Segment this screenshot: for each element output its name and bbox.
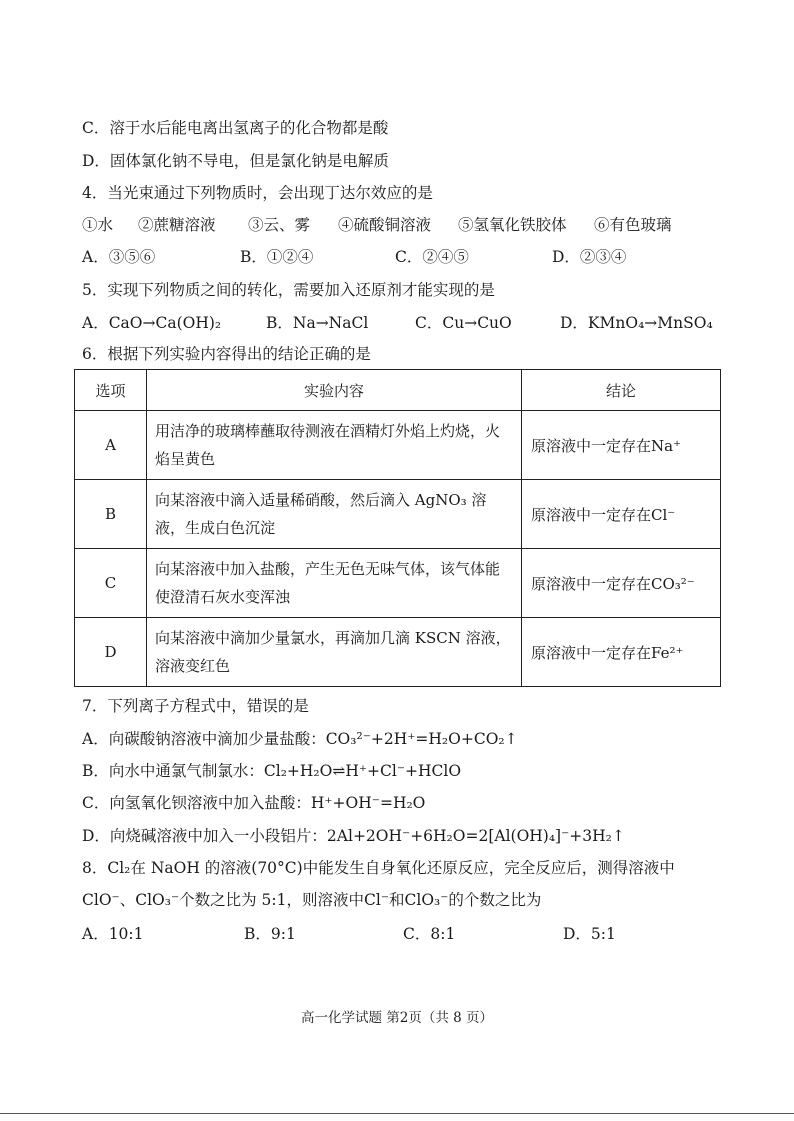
row-option: B — [75, 480, 147, 549]
header-option: 选项 — [75, 370, 147, 411]
q3-option-d: D．固体氯化钠不导电，但是氯化钠是电解质 — [82, 152, 389, 170]
row-content: 向某溶液中滴加少量氯水，再滴加几滴 KSCN 溶液，溶液变红色 — [147, 618, 522, 687]
table-row — [75, 480, 721, 549]
q4-item: ③云、雾 — [248, 216, 311, 234]
q4-item: ⑤氢氧化铁胶体 — [458, 216, 567, 234]
q7-stem: 7．下列离子方程式中，错误的是 — [82, 697, 309, 715]
q5-option: D．KMnO₄→MnSO₄ — [560, 314, 713, 332]
row-conclusion: 原溶液中一定存在Na⁺ — [522, 411, 721, 480]
table-row — [75, 549, 721, 618]
row-content: 向某溶液中加入盐酸，产生无色无味气体，该气体能使澄清石灰水变浑浊 — [147, 549, 522, 618]
q4-item: ②蔗糖溶液 — [138, 216, 216, 234]
q8-stem-line1: 8．Cl₂在 NaOH 的溶液(70°C)中能发生自身氧化还原反应，完全反应后，测得溶液中 — [82, 859, 675, 877]
table-row — [75, 618, 721, 687]
q5-option: B．Na→NaCl — [266, 314, 369, 332]
q5-option: A．CaO→Ca(OH)₂ — [82, 314, 222, 332]
q7-option-c: C．向氢氧化钡溶液中加入盐酸：H⁺+OH⁻=H₂O — [82, 794, 426, 812]
row-conclusion: 原溶液中一定存在Cl⁻ — [522, 480, 721, 549]
row-option: C — [75, 549, 147, 618]
q8-option: B．9:1 — [244, 925, 296, 943]
q4-item: ①水 — [82, 216, 114, 234]
row-content: 用洁净的玻璃棒蘸取待测液在酒精灯外焰上灼烧，火焰呈黄色 — [147, 411, 522, 480]
q6-stem: 6．根据下列实验内容得出的结论正确的是 — [82, 345, 371, 363]
q8-option: C．8:1 — [403, 925, 456, 943]
page-footer: 高一化学试题 第2页（共 8 页） — [300, 1010, 494, 1026]
q7-option-d: D．向烧碱溶液中加入一小段铝片：2Al+2OH⁻+6H₂O=2[Al(OH)₄]⁻+3H₂↑ — [82, 827, 625, 845]
row-option: D — [75, 618, 147, 687]
q4-option: B．①②④ — [240, 248, 314, 266]
q8-option: D．5:1 — [563, 925, 616, 943]
q8-stem-line2: ClO⁻、ClO₃⁻个数之比为 5:1，则溶液中Cl⁻和ClO₃⁻的个数之比为 — [82, 891, 542, 909]
q4-option: A．③⑤⑥ — [82, 248, 156, 266]
q7-option-b: B．向水中通氯气制氯水：Cl₂+H₂O⇌H⁺+Cl⁻+HClO — [82, 762, 462, 780]
row-conclusion: 原溶液中一定存在Fe²⁺ — [522, 618, 721, 687]
q4-option: D．②③④ — [552, 248, 627, 266]
table-row — [75, 411, 721, 480]
q4-item: ④硫酸铜溶液 — [338, 216, 432, 234]
bottom-divider — [0, 1113, 794, 1114]
experiment-table — [74, 369, 721, 687]
q3-option-c: C．溶于水后能电离出氢离子的化合物都是酸 — [82, 119, 389, 137]
q4-option: C．②④⑤ — [395, 248, 469, 266]
header-content: 实验内容 — [147, 370, 522, 411]
q4-item: ⑥有色玻璃 — [594, 216, 672, 234]
row-content: 向某溶液中滴入适量稀硝酸，然后滴入 AgNO₃ 溶液，生成白色沉淀 — [147, 480, 522, 549]
q7-option-a: A．向碳酸钠溶液中滴加少量盐酸：CO₃²⁻+2H⁺=H₂O+CO₂↑ — [82, 730, 518, 748]
header-conclusion: 结论 — [522, 370, 721, 411]
q5-option: C．Cu→CuO — [415, 314, 512, 332]
q8-option: A．10:1 — [82, 925, 144, 943]
table-header-row — [75, 370, 721, 411]
q5-stem: 5．实现下列物质之间的转化，需要加入还原剂才能实现的是 — [82, 281, 495, 299]
q4-stem: 4．当光束通过下列物质时，会出现丁达尔效应的是 — [82, 184, 433, 202]
row-conclusion: 原溶液中一定存在CO₃²⁻ — [522, 549, 721, 618]
row-option: A — [75, 411, 147, 480]
